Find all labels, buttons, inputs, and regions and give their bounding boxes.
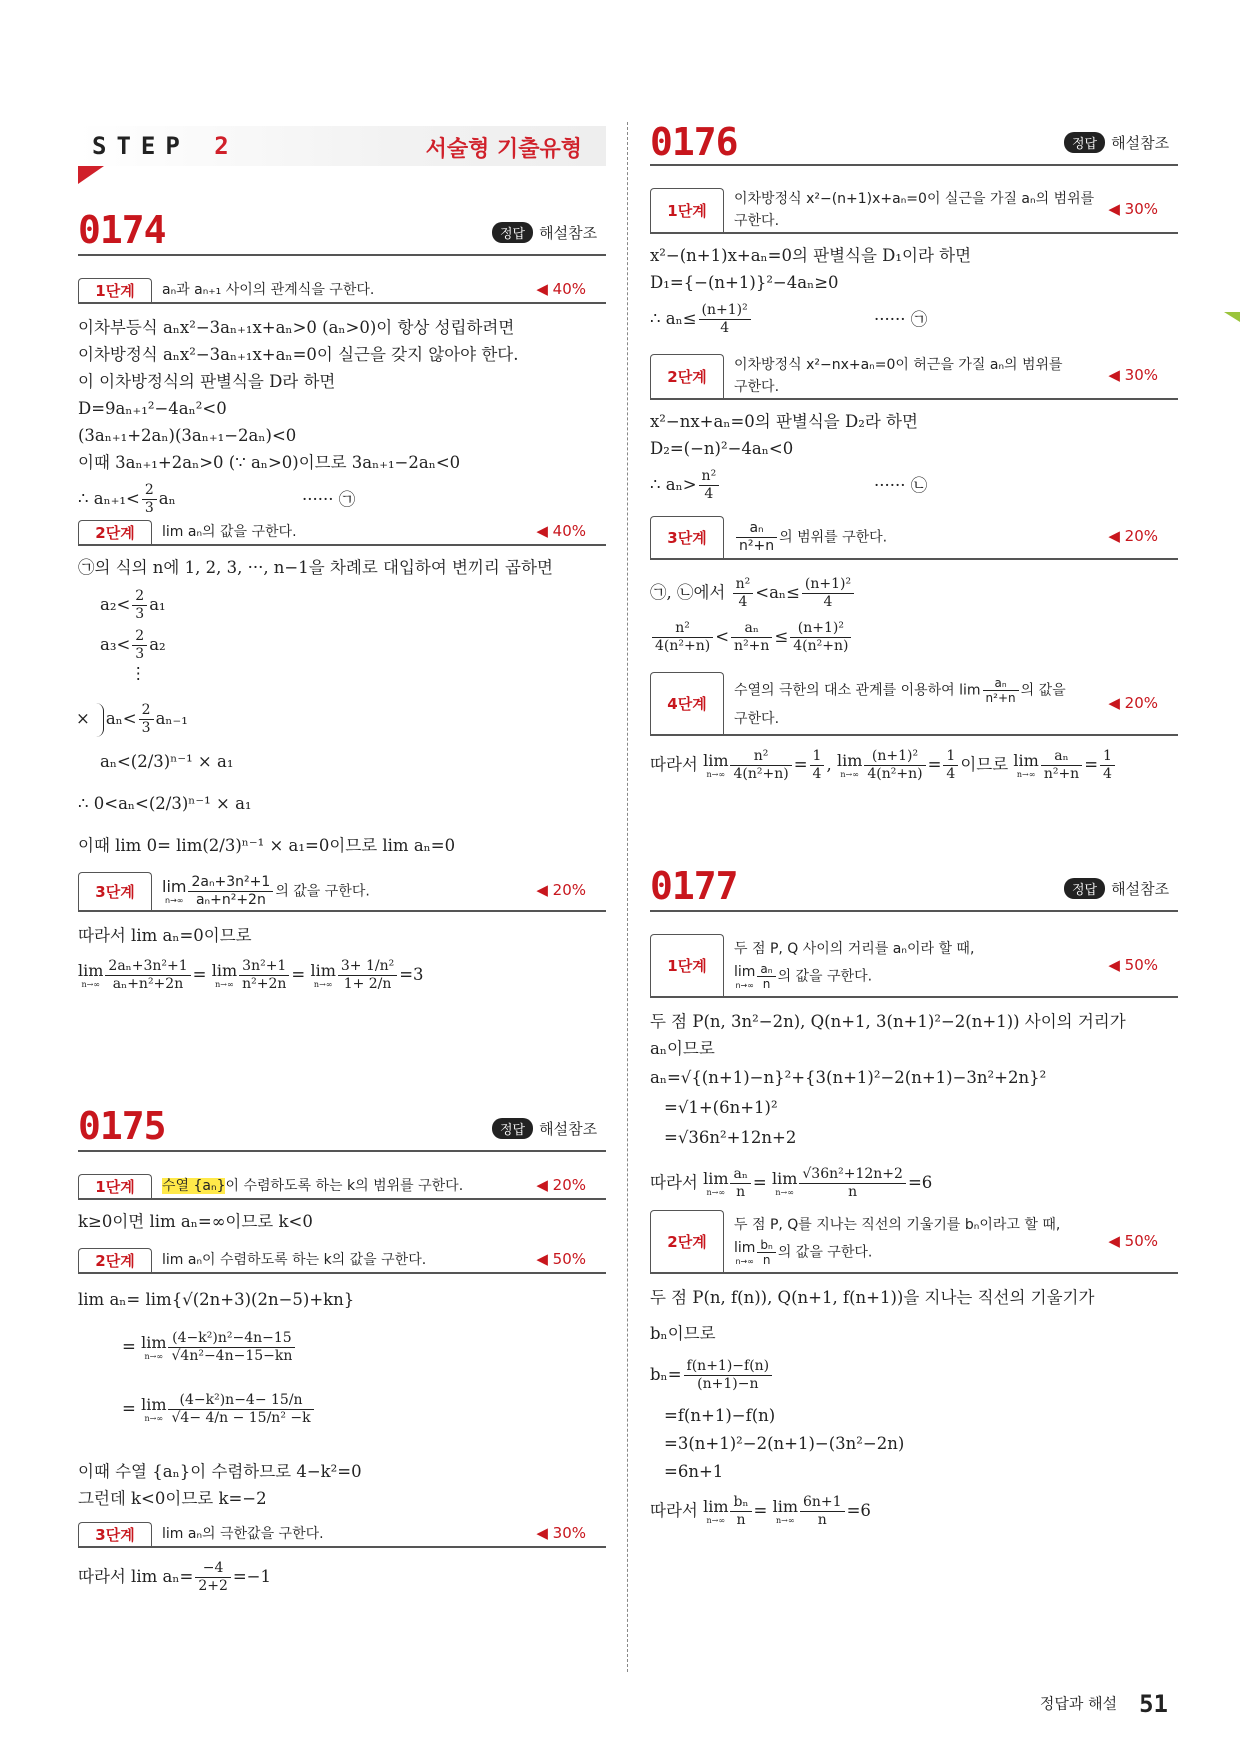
answer-ref: 정답 해설참조 xyxy=(1064,878,1169,899)
text-line: a₂< $\frac{2}{3}$ a₁ xyxy=(100,588,166,622)
text-line: =f(n+1)−f(n) xyxy=(664,1406,776,1425)
text-line: =√1+(6n+1)² xyxy=(664,1098,778,1117)
step-box: 2단계 lim aₙ이 수렴하도록 하는 k의 값을 구한다. ◀ 50% xyxy=(78,1248,606,1274)
step-box: 3단계 $\frac{\text{aₙ}}{\text{n²+n}}$ 의 범위를 구한다. ◀ 20% xyxy=(650,516,1178,560)
text-line: D₁={−(n+1)}²−4aₙ≥0 xyxy=(650,273,839,292)
step-header xyxy=(78,126,606,166)
text-line: 이때 3aₙ₊₁+2aₙ>0 (∵ aₙ>0)이므로 3aₙ₊₁−2aₙ<0 xyxy=(78,453,461,472)
text-line: aₙ<(2/3)ⁿ⁻¹ × a₁ xyxy=(100,752,234,771)
section-title: 서술형 기출유형 xyxy=(425,137,582,162)
divider-rule xyxy=(650,910,1178,912)
page-footer: 정답과 해설 51 xyxy=(1039,1690,1168,1718)
step-box: 1단계 aₙ과 aₙ₊₁ 사이의 관계식을 구한다. ◀ 40% xyxy=(78,278,606,304)
side-tab-marker xyxy=(1224,312,1240,322)
text-line: 그런데 k<0이므로 k=−2 xyxy=(78,1489,267,1508)
step-box: 2단계 이차방정식 x²−nx+aₙ=0이 허근을 가질 aₙ의 범위를 구한다. ◀ 30% xyxy=(650,354,1178,400)
step-label: STEP 2 xyxy=(92,132,239,160)
step-box: 2단계 lim aₙ의 값을 구한다. ◀ 40% xyxy=(78,520,606,546)
step-box: 1단계 수열 {aₙ}이 수렴하도록 하는 k의 범위를 구한다. ◀ 20% xyxy=(78,1174,606,1200)
divider-rule xyxy=(78,254,606,256)
text-line: (3aₙ₊₁+2aₙ)(3aₙ₊₁−2aₙ)<0 xyxy=(78,426,297,445)
step-box: 4단계 수열의 극한의 대소 관계를 이용하여 lim $\frac{\text{aₙ}}{\text{n²+n}}$ 의 값을 구한다. ◀ 20% xyxy=(650,672,1178,736)
text-line: D=9aₙ₊₁²−4aₙ²<0 xyxy=(78,399,227,418)
text-line: bₙ= $\frac{f(n+1)-f(n)}{(n+1)-n}$ xyxy=(650,1358,774,1393)
text-line: D₂=(−n)²−4aₙ<0 xyxy=(650,439,794,458)
text-line: ㉠, ㉡에서 $\frac{\text{n²}}{4}$ <aₙ≤ $\frac{\text{(n+1)²}}{4}$ xyxy=(650,576,856,611)
text-line: ∴ aₙ≤ $\frac{\text{(n+1)²}}{4}$ ······ ㉠ xyxy=(650,302,928,336)
text-line: x²−nx+aₙ=0의 판별식을 D₂라 하면 xyxy=(650,412,918,431)
problem-number-0175: 0175 xyxy=(78,1104,166,1148)
step-box: 1단계 이차방정식 x²−(n+1)x+aₙ=0이 실근을 가질 aₙ의 범위를 구한다. ◀ 30% xyxy=(650,188,1178,234)
answer-ref: 정답 해설참조 xyxy=(492,222,597,243)
text-line: 따라서 lim aₙ=0이므로 xyxy=(78,926,252,945)
text-line: 따라서 lim n→∞ $\frac{\text{aₙ}}{n}$ = lim n→∞ $\frac{\text{√36n²+12n+2}}{n}$ =6 xyxy=(650,1166,933,1200)
answer-ref: 정답 해설참조 xyxy=(1064,132,1169,153)
text-line: 두 점 P(n, f(n)), Q(n+1, f(n+1))을 지나는 직선의 기울기가 xyxy=(650,1288,1095,1307)
text-line: 이차방정식 aₙx²−3aₙ₊₁x+aₙ=0이 실근을 갖지 않아야 한다. xyxy=(78,345,519,364)
text-line: =3(n+1)²−2(n+1)−(3n²−2n) xyxy=(664,1434,905,1453)
divider-rule xyxy=(78,1150,606,1152)
text-line: aₙ=√{(n+1)−n}²+{3(n+1)²−2(n+1)−3n²+2n}² xyxy=(650,1068,1047,1087)
text-line: k≥0이면 lim aₙ=∞이므로 k<0 xyxy=(78,1212,313,1231)
text-line: aₙ이므로 xyxy=(650,1039,715,1058)
text-line: ∴ aₙ₊₁< $\frac{2}{3}$ aₙ ······ ㉠ xyxy=(78,482,356,516)
text-line: ∴ aₙ> $\frac{\text{n²}}{4}$ ······ ㉡ xyxy=(650,468,928,502)
text-line: bₙ이므로 xyxy=(650,1324,716,1343)
problem-number-0176: 0176 xyxy=(650,120,738,164)
text-line: 이차부등식 aₙx²−3aₙ₊₁x+aₙ>0 (aₙ>0)이 항상 성립하려면 xyxy=(78,318,515,337)
text-line: = lim n→∞ $\frac{\text{(4−k²)n−4− 15/n}}{\text{√4− 4/n − 15/n² −k}}$ xyxy=(122,1392,316,1427)
text-line: lim aₙ= lim{√(2n+3)(2n−5)+kn} xyxy=(78,1290,355,1309)
text-line: a₃< $\frac{2}{3}$ a₂ xyxy=(100,628,166,662)
text-line: = lim n→∞ $\frac{\text{(4−k²)n²−4n−15}}{\text{√4n²−4n−15−kn}}$ xyxy=(122,1330,297,1365)
text-line: ㉠의 식의 n에 1, 2, 3, ···, n−1을 차례로 대입하여 변끼리 곱하면 xyxy=(78,558,553,577)
problem-number-0177: 0177 xyxy=(650,864,738,908)
text-line: 이 이차방정식의 판별식을 D라 하면 xyxy=(78,372,336,391)
text-line: ∴ 0<aₙ<(2/3)ⁿ⁻¹ × a₁ xyxy=(78,794,252,813)
text-line: 따라서 lim n→∞ $\frac{\text{bₙ}}{n}$ = lim n→∞ $\frac{6n+1}{n}$ =6 xyxy=(650,1494,871,1528)
divider-rule xyxy=(650,164,1178,166)
text-line: 따라서 lim aₙ= $\frac{-4}{2+2}$ =−1 xyxy=(78,1560,272,1594)
text-line: 두 점 P(n, 3n²−2n), Q(n+1, 3(n+1)²−2(n+1)) 사이의 거리가 xyxy=(650,1012,1126,1031)
answer-ref: 정답 해설참조 xyxy=(492,1118,597,1139)
text-line: × aₙ< $\frac{2}{3}$ aₙ₋₁ xyxy=(76,702,188,736)
text-line: =6n+1 xyxy=(664,1462,724,1481)
text-line: 이때 수열 {aₙ}이 수렴하므로 4−k²=0 xyxy=(78,1462,362,1481)
text-line: 이때 lim 0= lim(2/3)ⁿ⁻¹ × a₁=0이므로 lim aₙ=0 xyxy=(78,836,456,855)
step-box: 1단계 두 점 P, Q 사이의 거리를 aₙ이라 할 때, lim n→∞ $\frac{\text{aₙ}}{n}$ 의 값을 구한다. ◀ 50% xyxy=(650,934,1178,998)
text-line: x²−(n+1)x+aₙ=0의 판별식을 D₁이라 하면 xyxy=(650,246,972,265)
step-box: 3단계 lim aₙ의 극한값을 구한다. ◀ 30% xyxy=(78,1522,606,1548)
text-line: ⋮ xyxy=(130,664,147,683)
column-divider xyxy=(627,122,628,1672)
corner-triangle-icon xyxy=(78,166,104,184)
text-line: 따라서 lim n→∞ $\frac{\text{n²}}{\text{4(n²+n)}}$ = $\frac{1}{4}$ , lim n→∞ $\frac{\text{(n+1)²}}{\text{4(n²+n)}}$ = $\frac{1}{4}$ 이므로 lim n→∞ $\frac{\text{aₙ}}{\text{n²+n}}$ = $\frac{1}{4}$ xyxy=(650,748,1117,783)
text-line: $\frac{\text{n²}}{\text{4(n²+n)}}$ < $\frac{\text{aₙ}}{\text{n²+n}}$ ≤ $\frac{\text{(n+1)²}}{\text{4(n²+n)}}$ xyxy=(650,620,853,655)
text-line: =√36n²+12n+2 xyxy=(664,1128,797,1147)
problem-number-0174: 0174 xyxy=(78,208,166,252)
limit-equation: lim n→∞ $\frac{\text{2aₙ+3n²+1}}{\text{aₙ+n²+2n}}$ = lim n→∞ $\frac{\text{3n²+1}}{\text{n²+2n}}$ = lim n→∞ $\frac{\text{3+ 1/n²}}{1+ 2/n}$ =3 xyxy=(78,958,424,992)
step-box: 2단계 두 점 P, Q를 지나는 직선의 기울기를 bₙ이라고 할 때, lim n→∞ $\frac{\text{bₙ}}{n}$ 의 값을 구한다. ◀ 50% xyxy=(650,1210,1178,1274)
step-box: 3단계 lim n→∞ $\frac{\text{2aₙ+3n²+1}}{\text{aₙ+n²+2n}}$ 의 값을 구한다. ◀ 20% xyxy=(78,872,606,912)
